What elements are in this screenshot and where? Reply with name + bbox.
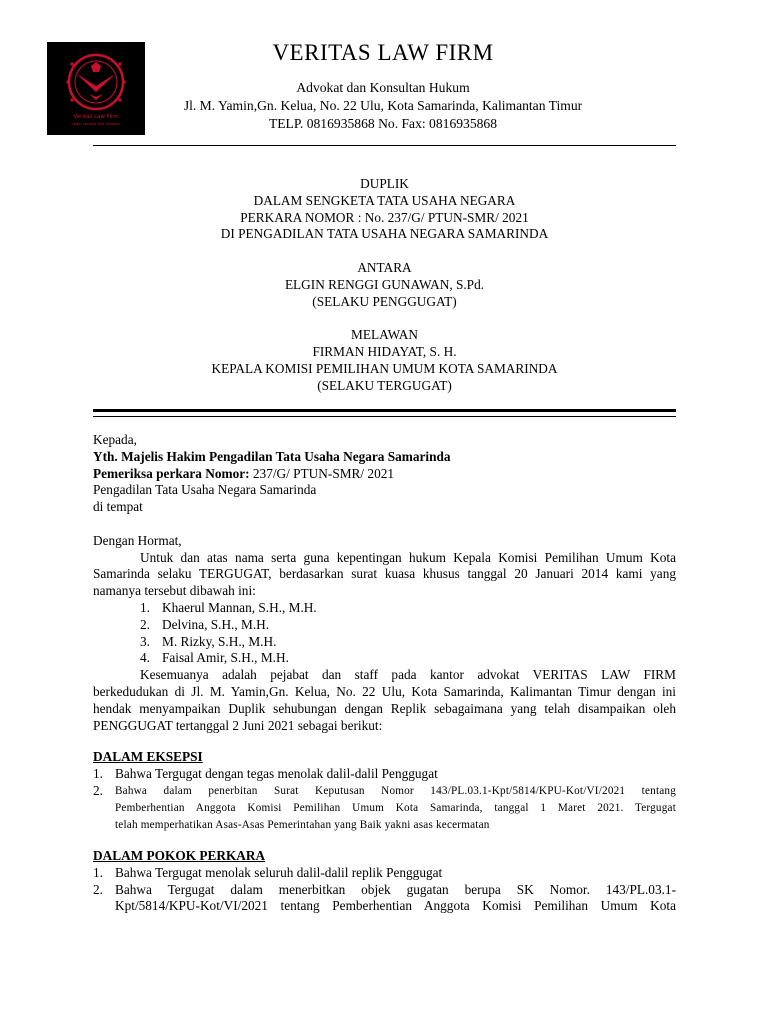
logo-subtext: Legal Service And Solution: [72, 122, 120, 126]
list-number: 1.: [140, 599, 150, 615]
list-text-line: telah memperhatikan Asas-Asas Pemerintahan yang Baik yakni asas kecermatan: [115, 818, 490, 831]
eksepsi-list: [93, 766, 676, 834]
statement-para-line: PENGGUGAT tertanggal 2 Juni 2021 sebagai berikut:: [93, 717, 383, 733]
attorney-name: Delvina, S.H., M.H.: [162, 616, 270, 632]
list-text: [115, 783, 676, 834]
defendant-name: FIRMAN HIDAYAT, S. H.: [312, 343, 457, 359]
salutation-to: Kepada,: [93, 432, 137, 447]
attorney-list: [93, 600, 676, 667]
list-item: [93, 617, 676, 634]
list-text-line: Bahwa Tergugat dalam menerbitkan objek gugatan berupa SK Nomor. 143/PL.03.1-: [115, 881, 676, 897]
section-heading-eksepsi: DALAM EKSEPSI: [93, 749, 203, 765]
doc-type: DUPLIK: [360, 176, 409, 191]
list-text: Bahwa Tergugat menolak seluruh dalil-dalil replik Penggugat: [115, 864, 443, 880]
list-item: [93, 882, 676, 916]
plaintiff-name: ELGIN RENGGI GUNAWAN, S.Pd.: [284, 276, 485, 292]
attorney-name: Faisal Amir, S.H., M.H.: [162, 650, 289, 666]
versus-label: MELAWAN: [351, 327, 418, 343]
pokok-list: [93, 865, 676, 915]
firm-address: Jl. M. Yamin,Gn. Kelua, No. 22 Ulu, Kota Samarinda, Kalimantan Timur: [183, 98, 583, 113]
recipient-place: di tempat: [93, 499, 143, 515]
between-label: ANTARA: [357, 259, 412, 275]
list-item: [93, 650, 676, 667]
list-text-line: Pemberhentian Anggota Komisi Pemilihan Umum Kota Samarinda, tanggal 1 Maret 2021. Tergugat: [115, 801, 676, 814]
list-number: 1.: [93, 864, 103, 880]
title-divider: [93, 409, 676, 417]
letterhead-divider: [93, 145, 676, 146]
defendant-office: KEPALA KOMISI PEMILIHAN UMUM KOTA SAMARINDA: [211, 360, 558, 376]
list-text-line: Bahwa dalam penerbitan Surat Keputusan Nomor 143/PL.03.1-Kpt/5814/KPU-Kot/VI/2021 tentang: [115, 784, 676, 797]
firm-contact: TELP. 0816935868 No. Fax: 0816935868: [268, 116, 498, 131]
list-number: 2.: [93, 881, 103, 897]
case-title-block: [93, 176, 676, 394]
list-number: 4.: [140, 650, 150, 666]
opening-para-line: Samarinda selaku TERGUGAT, berdasarkan surat kuasa khusus tanggal 20 Januari 2014 kami yang: [93, 566, 676, 582]
firm-name: VERITAS LAW FIRM: [272, 40, 494, 65]
defendant-role: (SELAKU TERGUGAT): [317, 377, 452, 393]
plaintiff-role: (SELAKU PENGGUGAT): [312, 293, 457, 309]
statement-para-line: hendak menyampaikan Duplik sehubungan dengan Replik sebagaimana yang telah disampaikan oleh: [93, 700, 676, 716]
list-number: 2.: [93, 782, 103, 798]
recipient: Yth. Majelis Hakim Pengadilan Tata Usaha Negara Samarinda: [93, 448, 451, 464]
list-number: 2.: [140, 616, 150, 632]
statement-para-line: berkedudukan di Jl. M. Yamin,Gn. Kelua, No. 22 Ulu, Kota Samarinda, Kalimantan Timur dengan ini: [93, 683, 676, 699]
greeting: Dengan Hormat,: [93, 532, 182, 548]
statement-para-line: Kesemuanya adalah pejabat dan staff pada kantor advokat VERITAS LAW FIRM: [140, 667, 676, 683]
examiner-line: [93, 466, 676, 483]
attorney-name: M. Rizky, S.H., M.H.: [162, 633, 277, 649]
list-item: [93, 766, 676, 783]
examiner-number: 237/G/ PTUN-SMR/ 2021: [249, 465, 395, 481]
case-number: PERKARA NOMOR : No. 237/G/ PTUN-SMR/ 2021: [240, 209, 529, 225]
list-text-line: Kpt/5814/KPU-Kot/VI/2021 tentang Pemberhentian Anggota Komisi Pemilihan Umum Kota: [115, 898, 676, 914]
list-number: 1.: [93, 766, 103, 782]
list-item: [93, 783, 676, 834]
logo-text: Veritas Law Firm: [73, 114, 119, 120]
letter-body: [93, 432, 676, 915]
firm-tagline: Advokat dan Konsultan Hukum: [296, 80, 470, 95]
firm-logo: [47, 42, 145, 135]
recipient-court: Pengadilan Tata Usaha Negara Samarinda: [93, 482, 317, 498]
section-heading-pokok: DALAM POKOK PERKARA: [93, 847, 266, 863]
list-item: [93, 865, 676, 882]
opening-para-line: Untuk dan atas nama serta guna kepentingan hukum Kepala Komisi Pemilihan Umum Kota: [140, 549, 676, 565]
opening-para-line: namanya tersebut dibawah ini:: [93, 583, 256, 599]
court-name: DI PENGADILAN TATA USAHA NEGARA SAMARINDA: [220, 226, 549, 242]
eagle-emblem-icon: [47, 42, 145, 135]
list-text: [115, 882, 676, 916]
list-item: [93, 600, 676, 617]
attorney-name: Khaerul Mannan, S.H., M.H.: [162, 599, 317, 615]
list-number: 3.: [140, 633, 150, 649]
list-text: Bahwa Tergugat dengan tegas menolak dalil-dalil Penggugat: [115, 766, 438, 782]
list-item: [93, 634, 676, 651]
examiner-label: Pemeriksa perkara Nomor:: [93, 465, 250, 481]
dispute-type: DALAM SENGKETA TATA USAHA NEGARA: [253, 192, 516, 208]
